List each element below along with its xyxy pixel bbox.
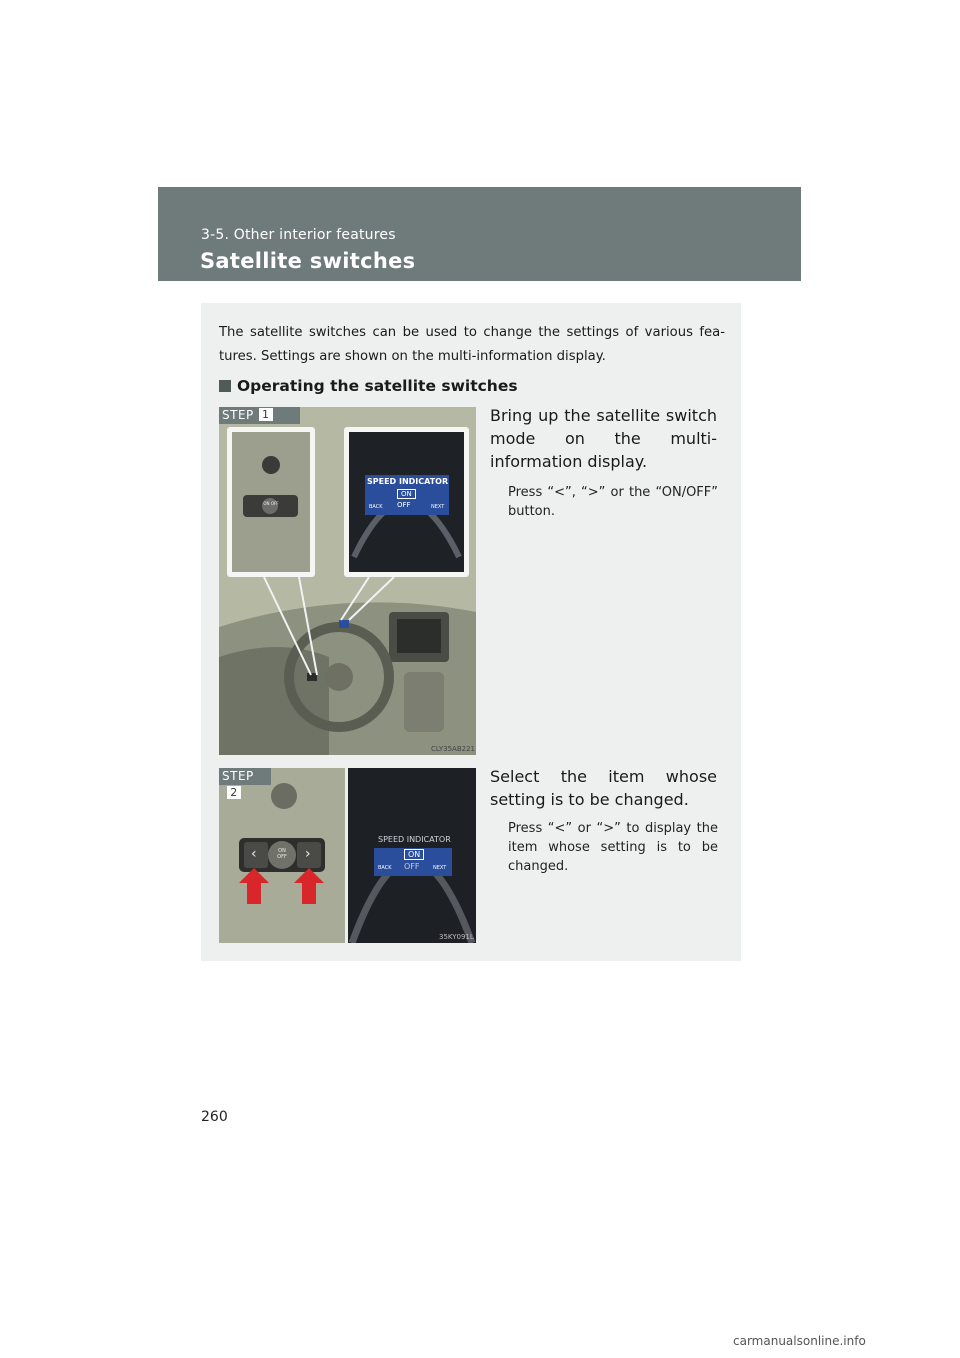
step1-text: Bring up the satellite switch mode on the multi-information display.	[490, 406, 717, 471]
display-on: ON	[404, 849, 424, 860]
display-next: NEXT	[433, 865, 447, 871]
intro-text: The satellite switches can be used to change the settings of various fea-tures. Settings are shown on the multi-information display.	[219, 325, 725, 364]
watermark: carmanualsonline.info	[733, 1334, 866, 1348]
display-back: BACK	[369, 504, 383, 510]
display-title: SPEED INDICATOR	[367, 477, 449, 486]
step2-display-figure	[348, 768, 476, 943]
subheading	[219, 377, 518, 395]
left-arrow-icon: ‹	[251, 846, 257, 862]
display-title: SPEED INDICATOR	[378, 835, 451, 844]
figure-code: CLY35AB221	[431, 745, 475, 753]
step1-badge: STEP 1	[219, 407, 300, 424]
right-arrow-icon: ›	[305, 846, 311, 862]
step2-badge: STEP2	[219, 768, 271, 785]
page-title: Satellite switches	[200, 249, 416, 273]
switch-onoff-label: ON OFF	[263, 501, 279, 506]
display-off: OFF	[404, 862, 420, 871]
step2-text: Select the item whose setting is to be changed.	[490, 767, 717, 809]
content-panel	[201, 303, 741, 961]
subheading-label: Operating the satellite switches	[237, 377, 518, 395]
header-band	[158, 187, 801, 281]
step2-note: Press “<” or “>” to display the item whose setting is to be changed.	[508, 821, 718, 874]
section-label: 3-5. Other interior features	[201, 227, 396, 243]
figure-code: 35KY091L	[439, 933, 474, 941]
dashboard-illustration	[219, 407, 476, 755]
step1-figure	[219, 407, 476, 755]
page-number: 260	[201, 1109, 228, 1125]
square-bullet-icon	[219, 380, 231, 392]
display-off: OFF	[397, 501, 411, 509]
display-on: ON	[397, 489, 416, 499]
display-back: BACK	[378, 865, 392, 871]
switch-onoff-label: ON OFF	[277, 848, 287, 860]
step1-note: Press “<”, “>” or the “ON/OFF” button.	[508, 485, 718, 519]
step2-switch-figure	[219, 768, 345, 943]
display-next: NEXT	[431, 504, 445, 510]
